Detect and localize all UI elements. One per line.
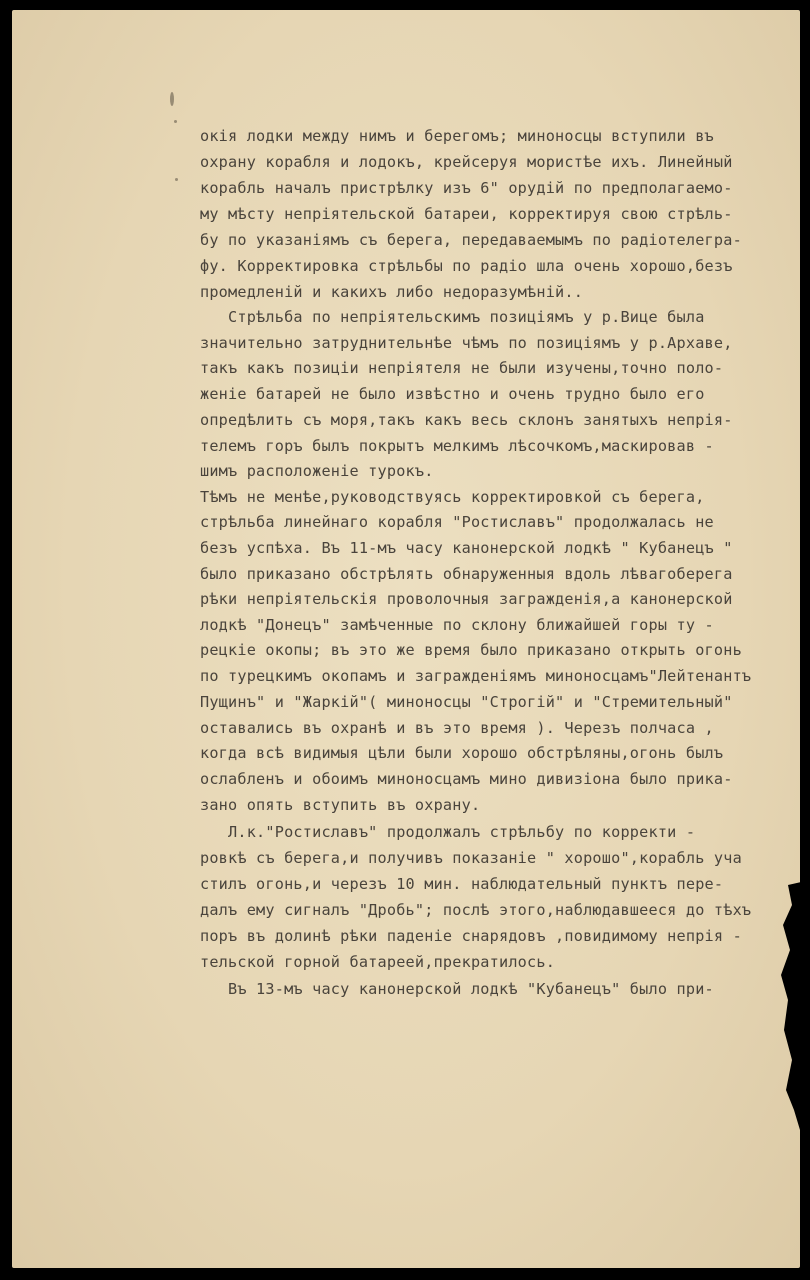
text-line: опредѣлить съ моря,такъ какъ весь склонъ занятыхъ непрія- <box>200 411 733 429</box>
text-line: когда всѣ видимыя цѣли были хорошо обстрѣляны,огонь былъ <box>200 744 724 762</box>
text-line: стрѣльба линейнаго корабля "Ростиславъ" продолжалась не <box>200 513 714 531</box>
text-line: было приказано обстрѣлять обнаруженныя вдоль лѣвагоберега <box>200 565 733 583</box>
text-line: охрану корабля и лодокъ, крейсеруя мористѣе ихъ. Линейный <box>200 153 733 171</box>
text-line: такъ какъ позиціи непріятеля не были изучены,точно поло- <box>200 359 724 377</box>
text-line: ровкѣ съ берега,и получивъ показаніе " хорошо",корабль уча <box>200 849 742 867</box>
text-line: телемъ горъ былъ покрытъ мелкимъ лѣсочкомъ,маскировав - <box>200 437 714 455</box>
text-line: далъ ему сигналъ "Дробь"; послѣ этого,наблюдавшееся до тѣхъ <box>200 901 752 919</box>
text-line: рѣки непріятельскія проволочныя загражденія,а канонерской <box>200 590 733 608</box>
text-line: Л.к."Ростиславъ" продолжалъ стрѣльбу по корректи - <box>200 823 696 841</box>
text-line: корабль началъ пристрѣлку изъ 6" орудій по предполагаемо- <box>200 179 733 197</box>
text-line: Тѣмъ не менѣе,руководствуясь корректировкой съ берега, <box>200 488 705 506</box>
text-line: оставались въ охранѣ и въ это время ). Черезъ полчаса , <box>200 719 714 737</box>
text-line: рецкіе окопы; въ это же время было приказано открыть огонь <box>200 641 742 659</box>
text-line: тельской горной батареей,прекратилось. <box>200 953 556 971</box>
text-line: поръ въ долинѣ рѣки паденіе снарядовъ ,повидимому непрія - <box>200 927 742 945</box>
text-line: женіе батарей не было извѣстно и очень трудно было его <box>200 385 705 403</box>
text-line: лодкѣ "Донецъ" замѣченные по склону ближайшей горы ту - <box>200 616 714 634</box>
ink-mark <box>170 92 174 106</box>
text-line: шимъ расположеніе турокъ. <box>200 462 434 480</box>
text-line: стилъ огонь,и черезъ 10 мин. наблюдательный пунктъ пере- <box>200 875 724 893</box>
text-line: безъ успѣха. Въ 11-мъ часу канонерской лодкѣ " Кубанецъ " <box>200 539 733 557</box>
text-line: Стрѣльба по непріятельскимъ позиціямъ у р.Вице была <box>200 308 705 326</box>
text-line: промедленій и какихъ либо недоразумѣній.. <box>200 283 584 301</box>
text-line: Въ 13-мъ часу канонерской лодкѣ "Кубанецъ" было при- <box>200 980 714 998</box>
text-line: зано опять вступить въ охрану. <box>200 796 481 814</box>
ink-dot <box>174 120 177 123</box>
text-line: Пущинъ" и "Жаркій"( миноносцы "Строгій" и "Стремительный" <box>200 693 733 711</box>
text-line: фу. Корректировка стрѣльбы по радіо шла очень хорошо,безъ <box>200 257 733 275</box>
text-line: значительно затруднительнѣе чѣмъ по позиціямъ у р.Архаве, <box>200 334 733 352</box>
text-line: по турецкимъ окопамъ и загражденіямъ миноносцамъ"Лейтенантъ <box>200 667 752 685</box>
ink-dot <box>175 178 178 181</box>
text-line: бу по указаніямъ съ берега, передаваемымъ по радіотелегра- <box>200 231 742 249</box>
text-line: окія лодки между нимъ и берегомъ; миноносцы вступили въ <box>200 127 714 145</box>
text-line: му мѣсту непріятельской батареи, корректируя свою стрѣль- <box>200 205 733 223</box>
text-line: ослабленъ и обоимъ миноносцамъ мино дивизіона было прика- <box>200 770 733 788</box>
